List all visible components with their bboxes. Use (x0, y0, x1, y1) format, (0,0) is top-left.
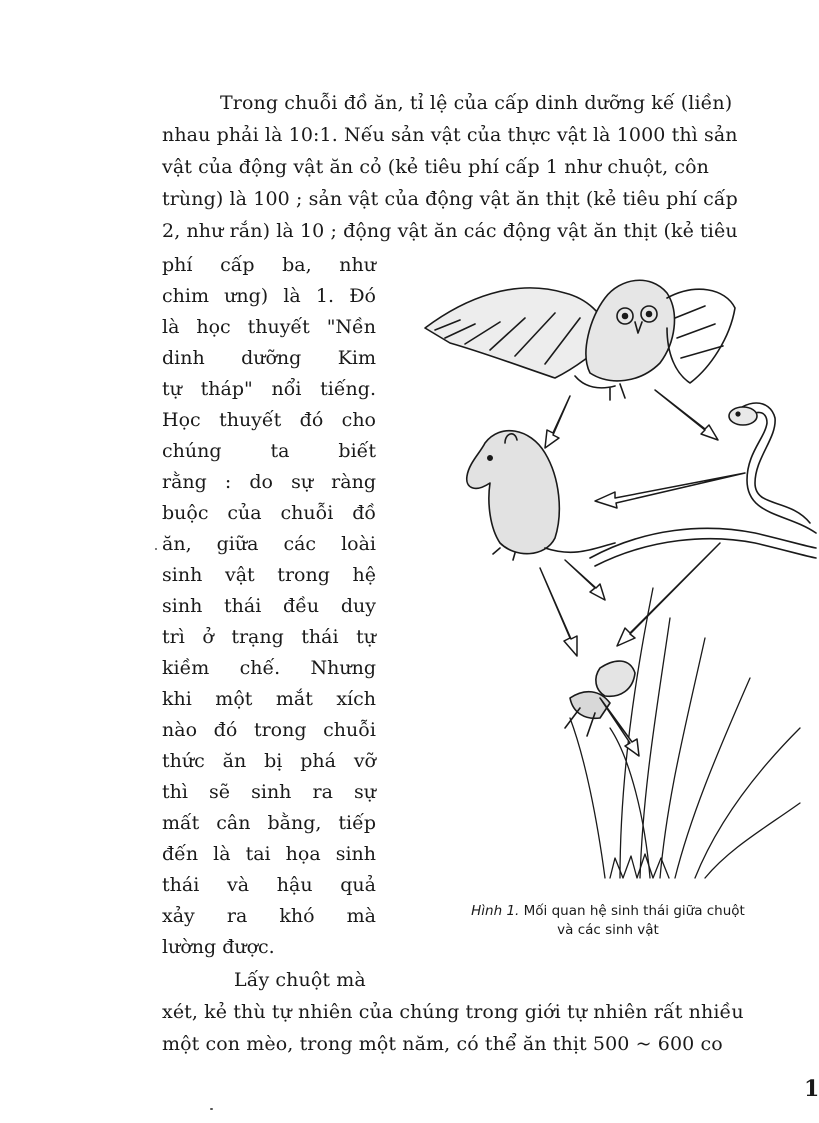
column-line: phí cấp ba, như (162, 254, 376, 276)
figure-caption (400, 902, 816, 940)
scan-speck (210, 1108, 213, 1110)
page-number: 1 (804, 1076, 819, 1102)
column-line: chúng ta biết (162, 440, 376, 462)
intro-line-1: Trong chuỗi đồ ăn, tỉ lệ của cấp dinh dưỡng kế (liền) (220, 92, 733, 114)
intro-line-2: nhau phải là 10:1. Nếu sản vật của thực vật là 1000 thì sản (162, 124, 738, 146)
column-line: ăn, giữa các loài (162, 533, 376, 555)
column-line: xảy ra khó mà (162, 905, 376, 927)
next-line-3: một con mèo, trong một năm, có thể ăn thịt 500 ~ 600 co (162, 1033, 723, 1055)
column-line: đến là tai họa sinh (162, 843, 376, 865)
intro-line-3: vật của động vật ăn cỏ (kẻ tiêu phí cấp 1 như chuột, côn (162, 156, 709, 178)
column-line: tự tháp" nổi tiếng. (162, 378, 376, 400)
grass-drawing (570, 588, 800, 878)
column-line: chim ưng) là 1. Đó (162, 285, 376, 307)
column-line: rằng : do sự ràng (162, 471, 376, 493)
next-line-2: xét, kẻ thù tự nhiên của chúng trong giới tự nhiên rất nhiều (162, 1001, 744, 1023)
column-line: Học thuyết đó cho (162, 409, 376, 431)
scan-speck (155, 548, 157, 550)
column-line: mất cân bằng, tiếp (162, 812, 376, 834)
owl-drawing (425, 280, 735, 400)
column-line: buộc của chuỗi đồ (162, 502, 376, 524)
figure-caption-line1: Mối quan hệ sinh thái giữa chuột (523, 903, 745, 919)
next-line-1: Lấy chuột mà (234, 969, 366, 991)
column-line: sinh thái đều duy (162, 595, 376, 617)
intro-line-5: 2, như rắn) là 10 ; động vật ăn các động vật ăn thịt (kẻ tiêu (162, 220, 738, 242)
mouse-drawing (467, 431, 615, 560)
column-line: nào đó trong chuỗi (162, 719, 376, 741)
column-line: sinh vật trong hệ (162, 564, 376, 586)
food-web-illustration (405, 258, 816, 903)
intro-line-4: trùng) là 100 ; sản vật của động vật ăn thịt (kẻ tiêu phí cấp (162, 188, 738, 210)
column-line: thì sẽ sinh ra sự (162, 781, 376, 803)
figure-label: Hình 1. (471, 903, 520, 919)
column-line: là học thuyết "Nền (162, 316, 376, 338)
column-line: kiềm chế. Nhưng (162, 657, 376, 679)
column-line: trì ở trạng thái tự (162, 626, 376, 648)
column-line: thức ăn bị phá vỡ (162, 750, 376, 772)
figure-caption-line2: và các sinh vật (557, 922, 659, 938)
column-line: thái và hậu quả (162, 874, 376, 896)
column-line: khi một mắt xích (162, 688, 376, 710)
column-line: dinh dưỡng Kim (162, 347, 376, 369)
column-line: lường được. (162, 936, 275, 958)
